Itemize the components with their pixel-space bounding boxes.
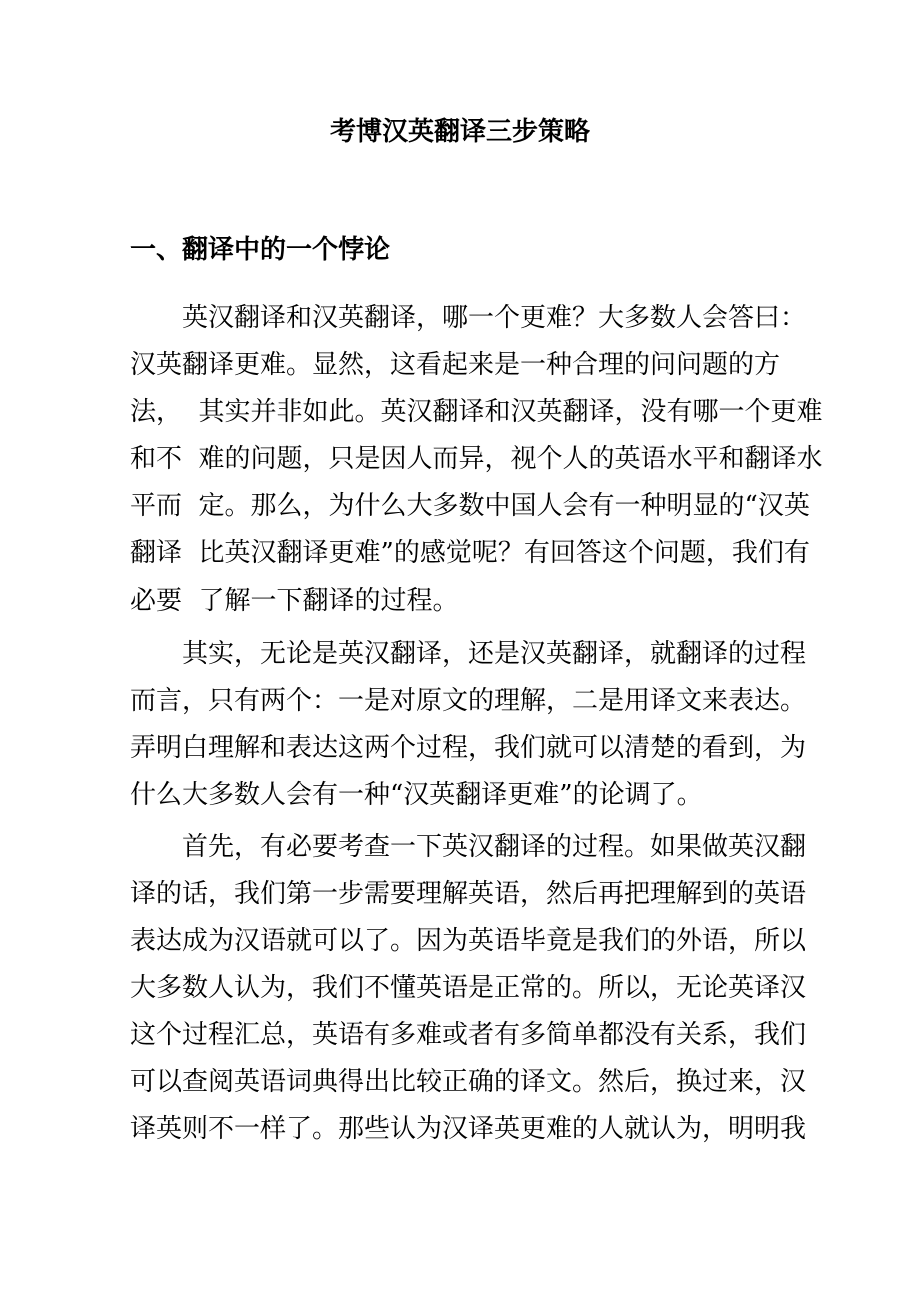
body-line: 和不 难的问题，只是因人而异，视个人的英语水平和翻译水 bbox=[130, 444, 823, 474]
section-heading: 一、翻译中的一个悖论 bbox=[130, 235, 391, 265]
body-line: 其实，无论是英汉翻译，还是汉英翻译，就翻译的过程 bbox=[130, 639, 807, 669]
body-line: 这个过程汇总，英语有多难或者有多简单都没有关系，我们 bbox=[130, 1020, 807, 1050]
body-line: 译英则不一样了。那些认为汉译英更难的人就认为，明明我 bbox=[130, 1114, 807, 1144]
body-line: 英汉翻译和汉英翻译，哪一个更难？大多数人会答曰： bbox=[130, 303, 807, 333]
body-line: 汉英翻译更难。显然，这看起来是一种合理的问问题的方 bbox=[130, 350, 781, 380]
body-line: 什么大多数人会有一种“汉英翻译更难”的论调了。 bbox=[130, 780, 703, 810]
document-title: 考博汉英翻译三步策略 bbox=[329, 117, 590, 147]
body-line: 表达成为汉语就可以了。因为英语毕竟是我们的外语，所以 bbox=[130, 926, 807, 956]
body-line: 首先，有必要考查一下英汉翻译的过程。如果做英汉翻 bbox=[130, 832, 807, 862]
body-line: 大多数人认为，我们不懂英语是正常的。所以，无论英译汉 bbox=[130, 973, 807, 1003]
body-line: 译的话，我们第一步需要理解英语，然后再把理解到的英语 bbox=[130, 879, 807, 909]
body-line: 平而 定。那么，为什么大多数中国人会有一种明显的“汉英 bbox=[130, 491, 810, 521]
body-line: 必要 了解一下翻译的过程。 bbox=[130, 586, 459, 616]
body-line: 法， 其实并非如此。英汉翻译和汉英翻译，没有哪一个更难 bbox=[130, 397, 823, 427]
body-line: 弄明白理解和表达这两个过程，我们就可以清楚的看到，为 bbox=[130, 733, 807, 763]
body-line: 翻译 比英汉翻译更难”的感觉呢？有回答这个问题，我们有 bbox=[130, 538, 810, 568]
body-line: 而言，只有两个：一是对原文的理解，二是用译文来表达。 bbox=[130, 686, 807, 716]
body-line: 可以查阅英语词典得出比较正确的译文。然后，换过来，汉 bbox=[130, 1067, 807, 1097]
